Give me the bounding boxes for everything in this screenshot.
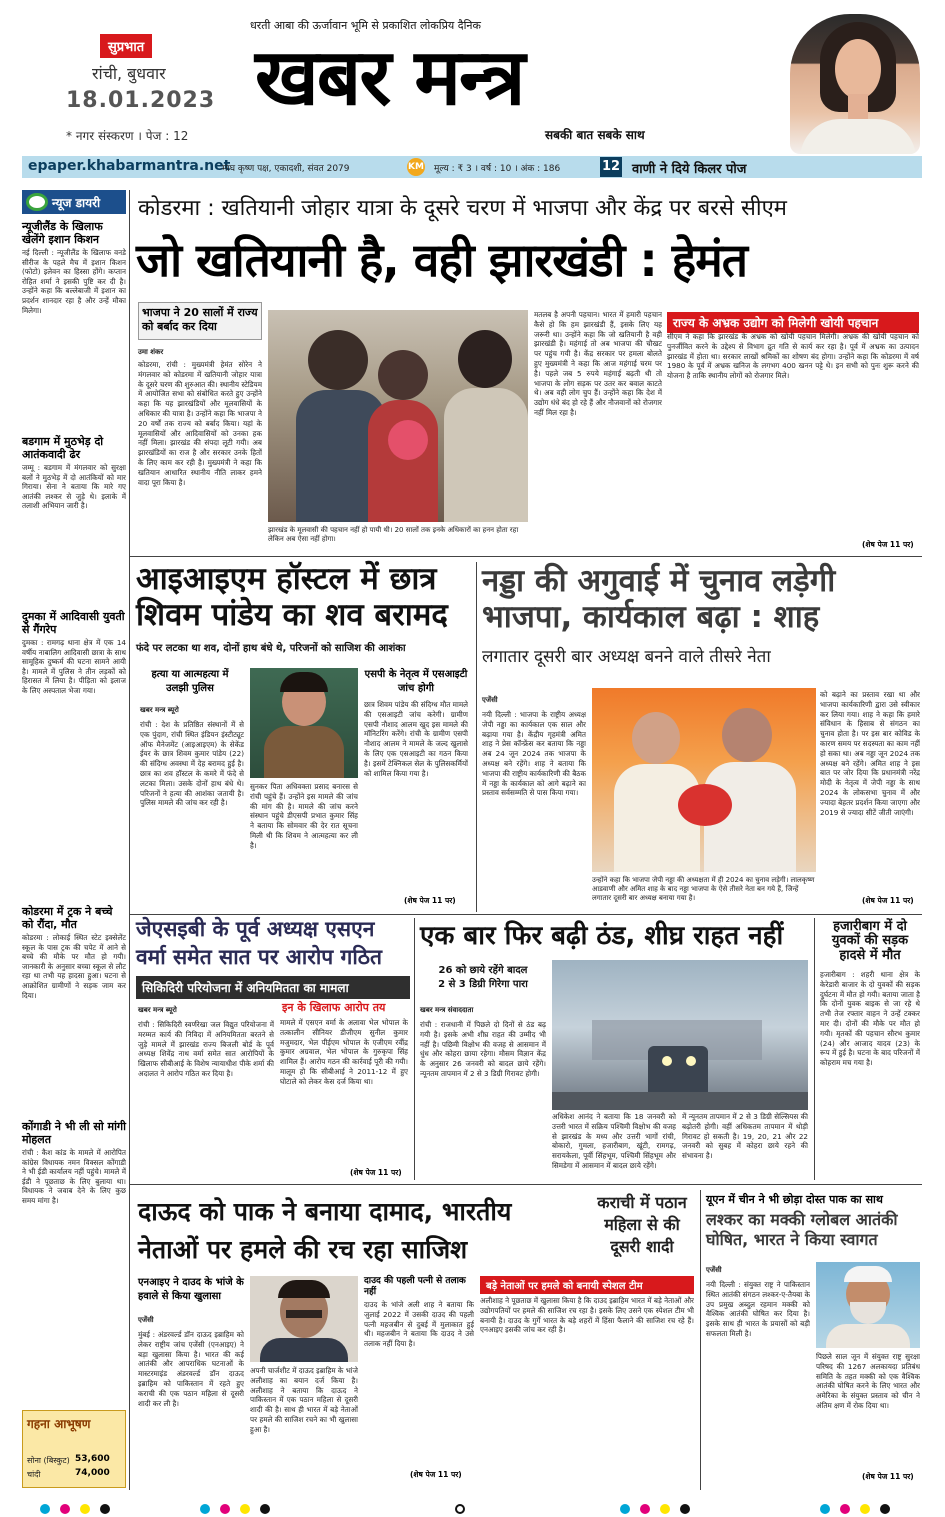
jseb-byline: खबर मन्त्र ब्यूरो — [138, 1006, 177, 1014]
print-registration-strip — [0, 1500, 945, 1517]
nadda-headline-line2[interactable]: भाजपा, कार्यकाल बढ़ा : शाह — [482, 599, 820, 635]
makki-headline-line1[interactable]: यूएन में चीन ने भी छोड़ा दोस्त पाक का साथ — [706, 1193, 883, 1206]
dawood-headline-line2[interactable]: नेताओं पर हमले की रच रहा साजिश — [138, 1235, 468, 1264]
nadda-subhead: लगातार दूसरी बार अध्यक्ष बनने वाले तीसरे नेता — [482, 647, 771, 667]
mica-continued[interactable]: (शेष पेज 11 पर) — [862, 540, 914, 549]
makki-headline-line2[interactable]: लश्कर का मक्की ग्लोबल आतंकी घोषित, भारत ने किया स्वागत — [706, 1210, 898, 1249]
dawood-body: मुंबई : अंडरवर्ल्ड डॉन दाऊद इब्राहिम को लेकर राष्ट्रीय जांच एजेंसी (एनआइए) ने बड़ा खुलासा किया है। भारत की कई आतंकी और आपराधिक घटनाओं के मास्टरमाइंड अंडरवर्ल्ड डॉन दाऊद इब्राहिम को पाकिस्तान में रहते हुए कराची की एक पठान महिला से दूसरी शादी कर ली है। — [138, 1330, 244, 1408]
cold-caption: अधिकेश आनंद ने बताया कि 18 जनवरी को उत्तरी भारत में सक्रिय पश्चिमी विक्षोभ की वजह से झारखंड के मध्य और उत्तरी भागों रांची, बोकारो, गुमला, हजारीबाग, खूंटी, रामगढ़, सरायकेला, पूर्वी सिंहभूम, पश्चिमी सिंहभूम और सिमडेगा में आसमान में बादल छाये रहेंगे। — [552, 1112, 676, 1170]
ad-gold-value: 53,600 — [75, 1454, 110, 1464]
cold-sub2: 2 से 3 डिग्री गिरेगा पारा — [438, 979, 528, 990]
ad-title: गहना आभूषण — [27, 1417, 91, 1431]
dawood-special-title[interactable]: बड़े नेताओं पर हमले को बनायी स्पेशल टीम — [480, 1276, 694, 1294]
lead-caption: झारखंड के मूलवासी की पहचान नहीं हो पायी थी। 20 सालों तक इनके अधिकारों का हनन होता रहा लेकिन अब ऐसा नहीं होगा। — [268, 526, 519, 543]
diary-item-body: कोडरमा : लोकाई स्थित स्टेट इक्सेलेंट स्कूल के पास ट्रक की चपेट में आने से बच्चे की मौके पर मौत हो गयी। जानकारी के अनुसार बच्चा स्कूल से लौट रहा था तभी यह हादसा हुआ। घटना से आक्रोशित ग्रामीणों ने सड़क जाम कर दिया। — [22, 933, 126, 1000]
iim-headline-line1[interactable]: आइआइएम हॉस्टल में छात्र — [136, 561, 437, 597]
diary-item-body: जम्मू : बडगाम में मंगलवार को सुरक्षा बलों ने मुठभेड़ में दो आतंकियों को मार गिराया। सेना ने बताया कि मारे गए आतंकी लश्कर से जुड़े थे। इलाके में तलाशी अभियान जारी है। — [22, 463, 126, 511]
diary-item-body: दुमका : रामगढ़ थाना क्षेत्र में एक 14 वर्षीय नाबालिग आदिवासी छात्रा के साथ सामूहिक दुष्कर्म की घटना सामने आयी है। मामले में पुलिस ने तीन लड़कों को हिरासत में लिया है। पीड़िता को इलाज के लिए अस्पताल भेजा गया। — [22, 638, 126, 695]
diary-item-body: रांची : कैश कांड के मामले में आरोपित कांग्रेस विधायक नमन विक्सल कोंगाडी ने भी ईडी कार्यालय नहीं पहुंचे। मामले में ईडी ने पूछताछ के लिए बुलाया था। विधायक ने जवाब देने के लिए कुछ समय मांगा है। — [22, 1148, 126, 1205]
jseb-headline-line1[interactable]: जेएसइबी के पूर्व अध्यक्ष एसएन — [136, 917, 375, 941]
diary-item-head: बडगाम में मुठभेड़ दो आतंकवादी ढेर — [22, 435, 104, 461]
diary-item-head: कोडरमा में ट्रक ने बच्चे को रौंदा, मौत — [22, 905, 113, 931]
iim-byline: खबर मन्त्र ब्यूरो — [140, 706, 179, 714]
dawood-byline: एजेंसी — [138, 1316, 154, 1324]
diary-item[interactable] — [22, 220, 126, 398]
diary-item[interactable] — [22, 435, 126, 613]
epaper-url[interactable]: epaper.khabarmantra.net — [28, 158, 231, 174]
makki-byline: एजेंसी — [706, 1266, 722, 1274]
nadda-shah-photo[interactable] — [592, 688, 816, 872]
jseb-list-title: इन के खिलाफ आरोप तय — [282, 1001, 386, 1014]
cold-byline: खबर मन्त्र संवाददाता — [420, 1006, 474, 1014]
feature-teaser[interactable]: वाणी ने दिये किलर पोज — [632, 162, 747, 177]
row-divider — [130, 1184, 922, 1185]
diary-item-head: न्यूजीलैंड के खिलाफ खेलेंगे इशान किशन — [22, 220, 103, 246]
page-number: 12 — [600, 157, 622, 177]
masthead-tagline: धरती आबा की ऊर्जावान भूमि से प्रकाशित लोकप्रिय दैनिक — [250, 19, 481, 32]
price-meta: मूल्य : ₹ 3 । वर्ष : 10 । अंक : 186 — [434, 164, 561, 174]
masthead — [0, 0, 945, 155]
nadda-headline-line1[interactable]: नड्डा की अगुवाई में चुनाव लड़ेगी — [482, 563, 836, 599]
dawood-photo[interactable] — [250, 1276, 358, 1362]
jseb-body: रांची : सिकिदिरी स्वर्णरेखा जल विद्युत परियोजना में मरम्मत कार्य की निविदा में अनियमितता बरतने से जुड़े मामले में झारखंड राज्य बिजली बोर्ड के पूर्व अध्यक्ष शिवेंद्र नाथ वर्मा समेत सात आरोपियों के खिलाफ सीबीआई के विशेष न्यायाधीश पीके शर्मा की अदालत ने आरोप गठित कर दिया है। — [138, 1020, 274, 1078]
dawood-headline-line1[interactable]: दाऊद को पाक ने बनाया दामाद, भारतीय — [138, 1197, 512, 1226]
cold-headline[interactable]: एक बार फिर बढ़ी ठंड, शीघ्र राहत नहीं — [420, 921, 784, 951]
iim-continued[interactable]: (शेष पेज 11 पर) — [404, 896, 456, 905]
hazaribagh-headline[interactable]: हजारीबाग में दो युवकों की सड़क हादसे में मौत — [831, 919, 909, 963]
column-divider — [414, 918, 415, 1180]
edition-line: * नगर संस्करण । पेज : 12 — [66, 129, 189, 143]
panchang: माघ कृष्ण पक्ष, एकादशी, संवत 2079 — [222, 164, 350, 174]
news-diary-column — [22, 190, 126, 1490]
lead-photo[interactable] — [268, 310, 528, 522]
iim-body: रांची : देश के प्रतिष्ठित संस्थानों में से एक पुंदाग, रांची स्थित इंडियन इंस्टीट्यूट ऑफ मैनेजमेंट (आइआइएम) के सेकेंड ईयर के छात्र शिवम कुमार पांडेय (22) की संदिग्ध अवस्था में देह बरामद हुई है। छात्र का शव हॉस्टल के कमरे में फंदे से लटका मिला। उसके दोनों हाथ बंधे थे। परिजनों ने हत्या की आशंका जतायी है। पुलिस मामले की जांच कर रही है। — [140, 720, 244, 808]
column-divider — [476, 562, 477, 912]
lead-byline: उमा शंकर — [138, 348, 164, 356]
lead-kicker: कोडरमा : खतियानी जोहार यात्रा के दूसरे चरण में भाजपा और केंद्र पर बरसे सीएम — [138, 196, 787, 221]
lead-box — [138, 302, 262, 340]
column-divider — [700, 1190, 701, 1490]
issue-date: 18.01.2023 — [66, 88, 216, 113]
dawood-side-head: कराची में पठान महिला से की दूसरी शादी — [597, 1193, 687, 1256]
makki-body: नयी दिल्ली : संयुक्त राष्ट्र ने पाकिस्तान स्थित आतंकी संगठन लश्कर-ए-तैयबा के उप प्रमुख अब्दुल रहमान मक्की को वैश्विक आतंकी घोषित कर दिया है। इसके साथ ही भारत के प्रयासों को बड़ी सफलता मिली है। — [706, 1280, 810, 1338]
ad-silver-label: चांदी — [27, 1470, 41, 1479]
slogan: सबकी बात सबके साथ — [545, 128, 645, 142]
iim-sit-title: एसपी के नेतृत्व में एसआइटी जांच होगी — [364, 669, 468, 694]
jseb-mid-body: मामले में एसएन वर्मा के अलावा भेल भोपाल के तत्कालीन सीनियर डीजीएम सुनील कुमार मजुमदार, भेल पीईएम भोपाल के एजीएम रवींद्र कुमार अग्रवाल, भेल भोपाल के गुरुकृपा सिंह शामिल हैं। आरोप गठन की कार्रवाई पूरी की गयी। मालूम हो कि सीबीआई ने 2011-12 में हुए घोटाले को लेकर केस दर्ज किया था। — [280, 1018, 408, 1086]
ad-gold-label: सोना (बिस्कुट) — [27, 1456, 70, 1465]
diary-item[interactable] — [22, 610, 126, 898]
iim-subhead: फंदे पर लटका था शव, दोनों हाथ बंधे थे, परिजनों को साजिश की आशंका — [136, 643, 406, 654]
dawood-wife-title: दाउद की पहली पत्नी से तलाक नहीं — [364, 1276, 466, 1297]
row-divider — [130, 914, 922, 915]
column-divider — [814, 918, 815, 1180]
cold-sub1: 26 को छाये रहेंगे बादल — [438, 965, 528, 976]
info-bar — [22, 156, 922, 178]
km-logo-icon: KM — [407, 158, 425, 176]
iim-box-title: हत्या या आत्महत्या में उलझी पुलिस — [151, 669, 229, 694]
iim-mid-body: सुनकर पिता अधिवक्ता प्रसाद बनारस से रांची पहुंचे हैं। उन्होंने इस मामले की जांच की मांग की है। मामले की जांच करने संस्थान पहुंचे डीएसपी प्रभात कुमार सिंह ने बताया कि सोमवार की देर रात सूचना मिली थी कि शिवम ने आत्महत्या कर ली है। — [250, 782, 358, 850]
dawood-mid-body: अपनी चार्जशीट में दाऊद इब्राहिम के भांजे अलीशाह का बयान दर्ज किया है। अलीशाह ने बताया कि दाऊद ने पाकिस्तान में एक पठान महिला से दूसरी शादी की है। साथ ही भारत में बड़े नेताओं पर हमले की साजिश रचने का भी खुलासा हुआ है। — [250, 1366, 358, 1434]
nadda-continued[interactable]: (शेष पेज 11 पर) — [862, 896, 914, 905]
column-divider — [129, 190, 130, 1490]
dawood-box-title: एनआइए ने दाउद के भांजे के हवाले से किया खुलासा — [138, 1277, 244, 1302]
dawood-continued[interactable]: (शेष पेज 11 पर) — [410, 1470, 462, 1479]
iim-student-photo[interactable] — [250, 668, 358, 778]
nadda-byline: एजेंसी — [482, 696, 498, 704]
city-day: रांची, बुधवार — [92, 64, 166, 83]
diary-item[interactable] — [22, 905, 126, 1133]
lead-body: कोडरमा, रांची : मुख्यमंत्री हेमंत सोरेन ने मंगलवार को कोडरमा में खतियानी जोहार यात्रा के दूसरे चरण की शुरुआत की। स्थानीय स्टेडियम में आयोजित सभा को संबोधित करते हुए उन्होंने कहा कि यह झारखंडियों और मूलवासियों के अधिकार की यात्रा है। उन्होंने कहा कि भाजपा ने 20 वर्षों तक राज्य को बर्बाद किया। यहां के मूलवासियों और आदिवासियों को उनका हक नहीं मिला। झारखंड की संपदा लूटी गयी। अब झारखंडियों का राज है और सरकार उनके हितों के लिए काम कर रही है। मुख्यमंत्री ने कहा कि खतियान आधारित स्थानीय नीति लाकर हमने वादा पूरा किया है। — [138, 360, 262, 487]
mica-title[interactable]: राज्य के अभ्रक उद्योग को मिलेगी खोयी पहचान — [667, 312, 919, 333]
mica-body: सीएम ने कहा कि झारखंड के अभ्रक को खोयी पहचान मिलेगी। अभ्रक की खोयी पहचान को पुनर्जीवित करने के उद्देश्य से विभाग द्रुत गति से कार्य कर रहा है। पूर्व में अभ्रक का उत्पादन झारखंड में होता था। सरकार लाखों श्रमिकों का शोषण बंद होगा। उन्होंने कहा कि कोडरमा में वर्ष 1980 के पूर्व में अभ्रक खनिज के लगभग 400 खनन पट्टे थे। इन सभी को पुनः शुरू करने की योजना है ताकि स्थानीय लोगों को रोजगार मिले। — [667, 332, 919, 381]
edition-tag: सुप्रभात — [100, 34, 152, 58]
nadda-caption: उन्होंने कहा कि भाजपा जेपी नड्डा की अध्यक्षता में ही 2024 का चुनाव लड़ेगी। लालकृष्ण आडवाणी और अमित शाह के बाद नड्डा भाजपा के ऐसे तीसरे नेता बन गये हैं, जिन्हें लगातार दूसरी बार अध्यक्ष बनाया गया है। — [592, 876, 815, 902]
diary-item-head: कोंगाडी ने भी ली सो मांगी मोहलत — [22, 1120, 126, 1146]
cold-right-body: में न्यूनतम तापमान में 2 से 3 डिग्री सेल्सियस की बढ़ोतरी होगी। वहीं अधिकतम तापमान में थोड़ी गिरावट हो सकती है। 19, 20, 21 और 22 जनवरी को सुबह में कोहरा छाये रहने की संभावना है। — [682, 1112, 808, 1161]
hazaribagh-body: हजारीबाग : शहरी थाना क्षेत्र के केरेडारी बाजार के दो युवकों की सड़क दुर्घटना में मौत हो गयी। बताया जाता है कि दोनों युवक बाइक से जा रहे थे तभी तेज रफ्तार वाहन ने उन्हें टक्कर मार दी। दोनों की मौके पर मौत हो गयी। मृतकों की पहचान सौरभ कुमार (24) और आजाद यादव (23) के रूप में हुई है। घटना के बाद परिजनों में कोहराम मच गया है। — [820, 970, 920, 1068]
news-diary-logo-icon — [26, 193, 48, 211]
cold-body: रांची : राजधानी में पिछले दो दिनों से ठंड बढ़ गयी है। इसके अभी शीघ्र राहत की उम्मीद भी नहीं है। पछिमी विक्षोभ की वजह से आसमान में धुंध और कोहरा छाया रहेगा। मौसम विज्ञान केंद्र के अनुसार 26 जनवरी को बादल छाये रहेंगे। न्यूनतम तापमान में 2 से 3 डिग्री गिरावट होगी। — [420, 1020, 546, 1078]
jseb-continued[interactable]: (शेष पेज 11 पर) — [350, 1168, 402, 1177]
fog-train-photo[interactable] — [552, 960, 808, 1110]
dawood-special-body: अलीशाह ने पूछताछ में खुलासा किया है कि दाउद इब्राहिम भारत में बड़े नेताओं और उद्योगपतियों पर हमले की साजिश रच रहा है। इसके लिए उसने एक स्पेशल टीम भी बनायी है। दाउद के गुर्गे भारत के बड़े शहरों में हिंसा फैलाने की साजिश रच रहे हैं। एनआइए इसकी जांच कर रही है। — [480, 1296, 694, 1335]
row-divider — [130, 556, 922, 557]
makki-photo[interactable] — [816, 1262, 920, 1348]
iim-headline-line2[interactable]: शिवम पांडेय का शव बरामद — [136, 597, 448, 633]
lead-headline[interactable]: जो खतियानी है, वही झारखंडी : हेमंत — [136, 233, 747, 287]
nadda-right-body: को बढ़ाने का प्रस्ताव रखा था और भाजपा कार्यकारिणी द्वारा उसे स्वीकार कर लिया गया। शाह ने कहा कि हमारे संविधान के हिसाब से संगठन का चुनाव होता है। पर इस बार कोविड के कारण समय पर सदस्यता का काम नहीं हो सका था। अब नड्डा जून 2024 तक अध्यक्ष बने रहेंगे। अमित शाह ने इस बात पर जोर दिया कि प्रधानमंत्री नरेंद्र मोदी के नेतृत्व में जेपी नड्डा के साथ 2024 के लोकसभा चुनाव में और ज्यादा बेहतर प्रदर्शन किया जाएगा और 2019 से ज्यादा सीटें जीती जाएंगी। — [820, 690, 920, 817]
model-portrait — [790, 14, 920, 154]
diary-item[interactable] — [22, 1120, 126, 1418]
iim-sit-body: छात्र शिवम पांडेय की संदिग्ध मौत मामले की एसआइटी जांच करेगी। ग्रामीण एसपी नौशाद आलम खुद इस मामले की मॉनिटरिंग करेंगे। रांची के ग्रामीण एसपी नौशाद आलम ने मामले के जल्द खुलासे के लिए एक एसआइटी का गठन किया है। इसमें टेक्निकल सेल के पुलिसकर्मियों को शामिल किया गया है। — [364, 700, 468, 778]
gold-rate-ad[interactable] — [22, 1410, 126, 1488]
dawood-wife-body: दाउद के भांजे अली शाह ने बताया कि जुलाई 2022 में उसकी दाउद की पहली पत्नी महजबीन से दुबई में मुलाकात हुई थी। महजबीन ने बताया कि दाउद ने उसे तलाक नहीं दिया है। — [364, 1300, 474, 1349]
ad-silver-value: 74,000 — [75, 1468, 110, 1478]
diary-item-head: दुमका में आदिवासी युवती से गैंगरेप — [22, 610, 125, 636]
diary-item-body: नई दिल्ली : न्यूजीलैंड के खिलाफ वनडे सीरीज के पहले मैच में इशान किशन (फोटो) इलेवन का हिस्सा होंगे। कप्तान रोहित शर्मा ने इसकी पुष्टि कर दी है। उन्होंने कहा कि बल्लेबाजी में इशान का प्रदर्शन शानदार रहा है और उन्हें मौका मिलेगा। — [22, 248, 126, 315]
nadda-body: नयी दिल्ली : भाजपा के राष्ट्रीय अध्यक्ष जेपी नड्डा का कार्यकाल एक साल और बढ़ाया गया है। केंद्रीय गृहमंत्री अमित शाह ने प्रेस कॉन्फ्रेंस कर बताया कि नड्डा अब 24 जून 2024 तक भाजपा के अध्यक्ष बने रहेंगे। शाह ने बताया कि भाजपा की राष्ट्रीय कार्यकारिणी की बैठक में नड्डा के कार्यकाल को आगे बढ़ाने का प्रस्ताव सर्वसम्मति से पास किया गया। — [482, 710, 586, 798]
lead-mid-body: मतलब है अपनी पहचान। भारत में हमारी पहचान कैसे हो कि हम झारखंडी हैं, इसके लिए यह जरूरी था। उन्होंने कहा कि जो खतियानी है वही झारखंडी है। महंगाई तो अब भाजपा की चौखट पर पहुंच गयी है। केंद्र सरकार पर हमला बोलते हुए मुख्यमंत्री ने कहा कि आज महंगाई चरम पर है। पहले जब 5 रुपये महंगाई बढ़ती थी तो भाजपा के लोग सड़क पर उतर कर बवाल काटते थे। अब वही लोग चुप हैं। उन्होंने कहा कि देश में उद्योग धंधे बंद हो रहे हैं और नौजवानों को रोजगार नहीं मिल रहा है। — [534, 310, 662, 417]
jseb-headline-line2[interactable]: वर्मा समेत सात पर आरोप गठित — [136, 945, 382, 969]
lead-box-title: भाजपा ने 20 सालों में राज्य को बर्बाद कर दिया — [142, 306, 258, 333]
newspaper-logo: खबर मन्त्र — [255, 32, 524, 123]
jseb-bar: सिकिदिरी परियोजना में अनियमितता का मामला — [136, 976, 410, 999]
news-diary-header: न्यूज डायरी — [22, 190, 126, 214]
makki-continued[interactable]: (शेष पेज 11 पर) — [862, 1472, 914, 1481]
makki-right-body: पिछले साल जून में संयुक्त राष्ट्र सुरक्षा परिषद की 1267 अलकायदा प्रतिबंध समिति के तहत मक्की को एक वैश्विक आतंकी घोषित करने के लिए भारत और अमेरिका के संयुक्त प्रस्ताव को चीन ने अंतिम क्षण में रोक दिया था। — [816, 1352, 920, 1410]
